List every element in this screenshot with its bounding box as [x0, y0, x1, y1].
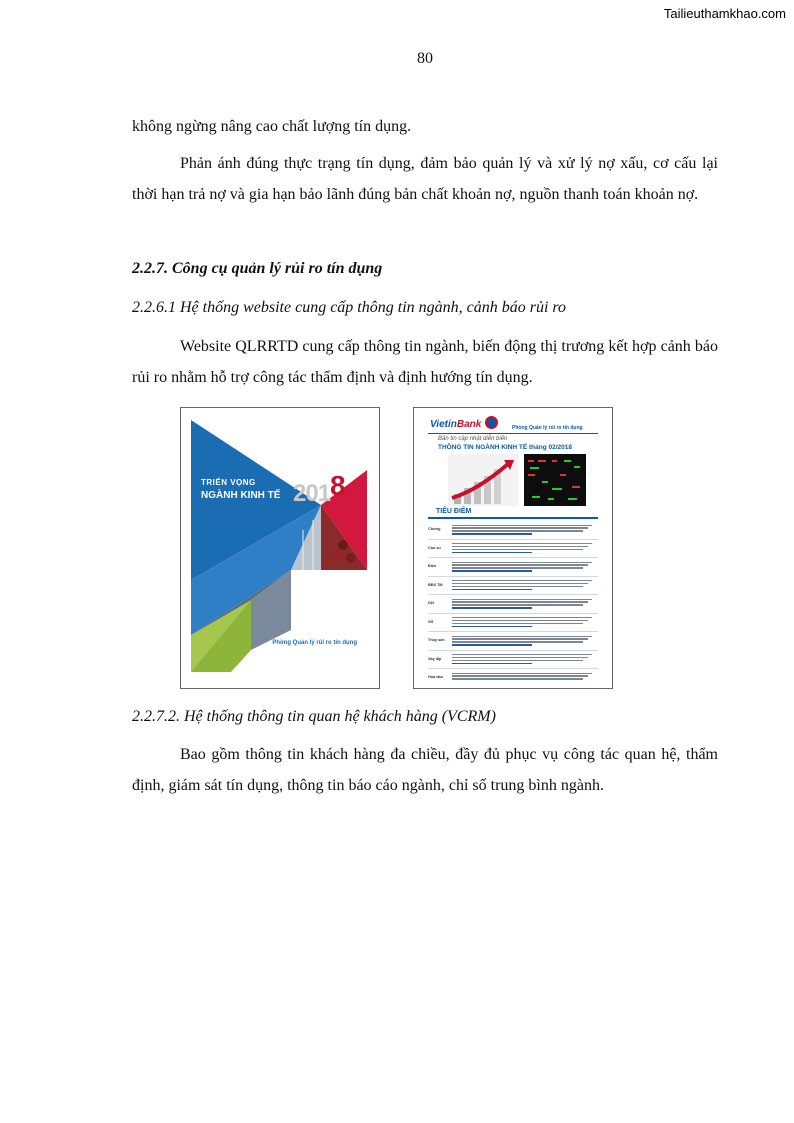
newsletter-row-text — [452, 540, 598, 558]
logo-main: Vietin — [430, 419, 457, 430]
newsletter-row — [428, 540, 598, 559]
divider — [428, 433, 598, 434]
newsletter-dept: Phòng Quản lý rủi ro tín dụng — [512, 425, 583, 431]
newsletter-row-text — [452, 669, 598, 680]
newsletter-row — [428, 632, 598, 651]
divider — [428, 517, 598, 519]
newsletter-row — [428, 521, 598, 540]
newsletter-row — [428, 595, 598, 614]
newsletter-row-text — [452, 521, 598, 539]
cover-artwork — [191, 420, 367, 672]
paragraph: Phản ánh đúng thực trạng tín dụng, đảm bảo quản lý và xử lý nợ xấu, cơ cấu lại thời hạn trả nợ và gia hạn bảo lãnh đúng bản chất khoản nợ, nguồn thanh toán khoản nợ. — [132, 155, 718, 203]
newsletter-row-label: Điện — [428, 564, 437, 568]
subsection-heading: 2.2.7.2. Hệ thống thông tin quan hệ khách hàng (VCRM) — [132, 708, 496, 725]
report-cover-image — [180, 407, 380, 689]
newsletter-row — [428, 577, 598, 596]
cover-title-line1: TRIỂN VỌNG — [201, 478, 256, 487]
newsletter-row-label: Chứng — [428, 527, 441, 531]
cover-graphic — [191, 420, 367, 672]
newsletter-row-text — [452, 614, 598, 632]
logo-mark-icon — [485, 416, 498, 429]
page-number: 80 — [417, 50, 433, 67]
subsection-heading: 2.2.6.1 Hệ thống website cung cấp thông tin ngành, cảnh báo rủi ro — [132, 299, 567, 316]
newsletter-title: THÔNG TIN NGÀNH KINH TẾ tháng 02/2018 — [438, 444, 572, 451]
newsletter-row-text — [452, 577, 598, 595]
newsletter-row-text — [452, 558, 598, 576]
newsletter-rows — [428, 521, 598, 680]
newsletter-section: TIÊU ĐIỂM — [436, 508, 472, 515]
stock-board-icon — [524, 454, 586, 506]
newsletter-artwork — [424, 416, 602, 680]
growth-chart-icon — [448, 454, 518, 506]
paragraph: Bao gồm thông tin khách hàng đa chiều, đầy đủ phục vụ công tác quan hệ, thẩm định, giám sát tín dụng, thông tin báo cáo ngành, chỉ số trung bình ngành. — [132, 746, 718, 794]
cover-year-last: 8 — [330, 470, 345, 501]
cover-year — [293, 470, 345, 508]
newsletter-row-label: Hóa dầu — [428, 675, 443, 679]
paragraph: không ngừng nâng cao chất lượng tín dụng. — [132, 118, 412, 135]
newsletter-row — [428, 614, 598, 633]
cover-year-main: 201 — [293, 480, 331, 507]
cover-footer: Phòng Quản lý rủi ro tín dụng — [272, 640, 357, 646]
newsletter-row — [428, 669, 598, 680]
newsletter-row-label: BĐS TM — [428, 582, 443, 587]
newsletter-row — [428, 651, 598, 670]
newsletter-subtitle: Bản tin cập nhật diễn biến — [438, 436, 508, 442]
newsletter-image — [413, 407, 613, 689]
paragraph: Website QLRRTD cung cấp thông tin ngành, biến động thị trương kết hợp cảnh báo rủi ro nhằm hỗ trợ công tác thẩm định và định hướng tín dụng. — [132, 338, 718, 386]
newsletter-row-label: Cao su — [428, 545, 441, 550]
newsletter-row — [428, 558, 598, 577]
logo-bank: Bank — [456, 419, 482, 430]
newsletter-row-label: Thủy sản — [428, 638, 445, 642]
newsletter-row-label: Gỗ — [428, 619, 434, 624]
vietinbank-logo — [430, 419, 481, 430]
section-heading: 2.2.7. Công cụ quản lý rủi ro tín dụng — [132, 260, 383, 277]
watermark: Tailieuthamkhao.com — [663, 6, 786, 21]
newsletter-row-text — [452, 651, 598, 669]
newsletter-row-text — [452, 595, 598, 613]
newsletter-row-label: Dệt — [428, 601, 435, 605]
newsletter-row-text — [452, 632, 598, 650]
cover-title-line2: NGÀNH KINH TẾ — [201, 490, 281, 501]
newsletter-row-label: Xây lắp — [428, 656, 442, 661]
